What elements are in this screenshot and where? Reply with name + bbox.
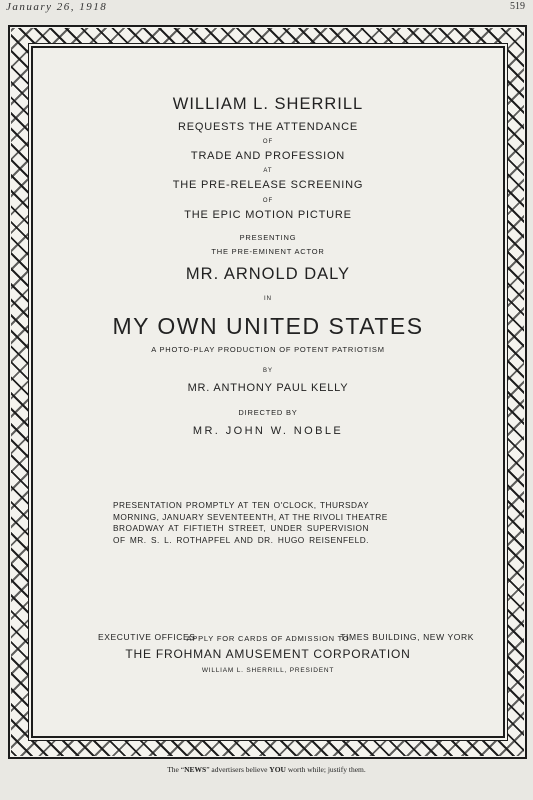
footer-mid: ” advertisers believe xyxy=(206,765,270,774)
trade-line: TRADE AND PROFESSION xyxy=(190,150,346,162)
author-name: MR. ANTHONY PAUL KELLY xyxy=(187,382,349,394)
page-header xyxy=(0,0,533,16)
apply-line: APPLY FOR CARDS OF ADMISSION TO xyxy=(186,634,350,643)
directed-by-line: DIRECTED BY xyxy=(238,408,298,417)
in-line: IN xyxy=(264,296,272,302)
company-name: THE FROHMAN AMUSEMENT CORPORATION xyxy=(125,647,411,661)
director-name: MR. JOHN W. NOBLE xyxy=(192,425,344,437)
footer-you: YOU xyxy=(269,765,286,774)
president-line: WILLIAM L. SHERRILL, PRESIDENT xyxy=(201,667,335,674)
requests-line: REQUESTS THE ATTENDANCE xyxy=(178,121,358,133)
office-address: TIMES BUILDING, NEW YORK xyxy=(340,632,474,642)
epic-line: THE EPIC MOTION PICTURE xyxy=(184,209,352,221)
tagline: A PHOTO-PLAY PRODUCTION OF POTENT PATRIOTISM xyxy=(151,345,385,354)
presentation-line-3: BROADWAY AT FIFTIETH STREET, UNDER SUPERVISION xyxy=(113,523,369,534)
footer-pre: The “ xyxy=(167,765,185,774)
footer-news: NEWS xyxy=(184,765,207,774)
screening-line: THE PRE-RELEASE SCREENING xyxy=(172,179,364,191)
issue-date: January 26, 1918 xyxy=(6,1,108,13)
presentation-line-2: MORNING, JANUARY SEVENTEENTH, AT THE RIVOLI THEATRE xyxy=(113,511,388,522)
news-footer-note xyxy=(0,765,533,774)
actor-intro-line: THE PRE-EMINENT ACTOR xyxy=(211,247,325,256)
host-name: WILLIAM L. SHERRILL xyxy=(172,95,364,113)
executive-offices: EXECUTIVE OFFICES xyxy=(98,632,196,642)
actor-name: MR. ARNOLD DALY xyxy=(185,265,351,283)
at-line: AT xyxy=(263,168,273,174)
footer-post: worth while; justify them. xyxy=(285,765,366,774)
presenting-line: PRESENTING xyxy=(239,233,297,242)
of-line-2: OF xyxy=(262,198,274,204)
by-line: BY xyxy=(262,368,273,374)
of-line-1: OF xyxy=(262,139,274,145)
presentation-line-1: PRESENTATION PROMPTLY AT TEN O'CLOCK, THURSDAY xyxy=(113,500,369,510)
page-number: 519 xyxy=(510,1,525,12)
presentation-paragraph xyxy=(113,500,388,546)
film-title: MY OWN UNITED STATES xyxy=(112,313,424,339)
presentation-line-4: OF MR. S. L. ROTHAPFEL AND DR. HUGO REISENFELD. xyxy=(113,534,369,545)
